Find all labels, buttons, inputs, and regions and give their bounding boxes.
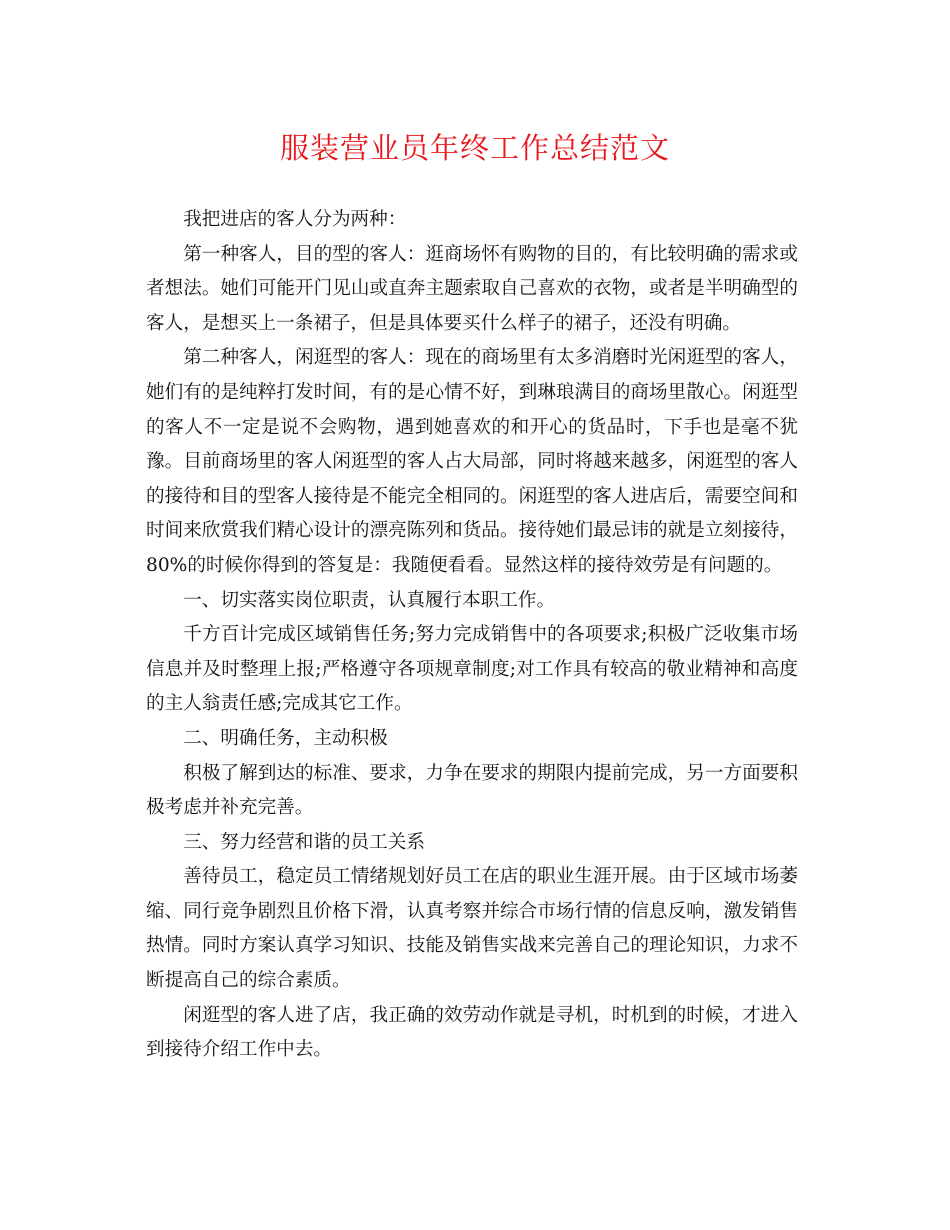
paragraph-intro: 我把进店的客人分为两种： — [183, 209, 407, 230]
section-heading-3: 三、努力经营和谐的员工关系 — [183, 831, 425, 853]
section-heading-1: 一、切实落实岗位职责，认真履行本职工作。 — [183, 589, 556, 611]
paragraph-section-3: 善待员工，稳定员工情绪规划好员工在店的职业生涯开展。由于区域市场萎缩、同行竞争剧烈且价格下滑，认真考察并综合市场行情的信息反响，激发销售热情。同时方案认真学习知识、技能及销售实战来完善自己的理论知识，力求不断提高自己的综合素质。 — [146, 866, 798, 992]
section-heading-2: 二、明确任务，主动积极 — [183, 727, 388, 749]
document-title: 服装营业员年终工作总结范文 — [279, 131, 670, 165]
document-body — [146, 203, 798, 1068]
paragraph-customer-type-1: 第一种客人，目的型的客人：逛商场怀有购物的目的，有比较明确的需求或者想法。她们可能开门见山或直奔主题索取自己喜欢的衣物，或者是半明确型的客人，是想买上一条裙子，但是具体要买什么样子的裙子，还没有明确。 — [146, 243, 798, 334]
paragraph-customer-type-2: 第二种客人，闲逛型的客人：现在的商场里有太多消磨时光闲逛型的客人，她们有的是纯粹打发时间，有的是心情不好，到琳琅满目的商场里散心。闲逛型的客人不一定是说不会购物，遇到她喜欢的和开心的货品时，下手也是毫不犹豫。目前商场里的客人闲逛型的客人占大局部，同时将越来越多，闲逛型的客人的接待和目的型客人接待是不能完全相同的。闲逛型的客人进店后，需要空间和时间来欣赏我们精心设计的漂亮陈列和货品。接待她们最忌讳的就是立刻接待，80%的时候你得到的答复是：我随便看看。显然这样的接待效劳是有问题的。 — [146, 347, 798, 576]
paragraph-section-1: 千方百计完成区域销售任务;努力完成销售中的各项要求;积极广泛收集市场信息并及时整理上报;严格遵守各项规章制度;对工作具有较高的敬业精神和高度的主人翁责任感;完成其它工作。 — [146, 624, 798, 715]
paragraph-closing: 闲逛型的客人进了店，我正确的效劳动作就是寻机，时机到的时候，才进入到接待介绍工作中去。 — [146, 1004, 798, 1061]
paragraph-section-2: 积极了解到达的标准、要求，力争在要求的期限内提前完成，另一方面要积极考虑并补充完善。 — [146, 762, 798, 819]
